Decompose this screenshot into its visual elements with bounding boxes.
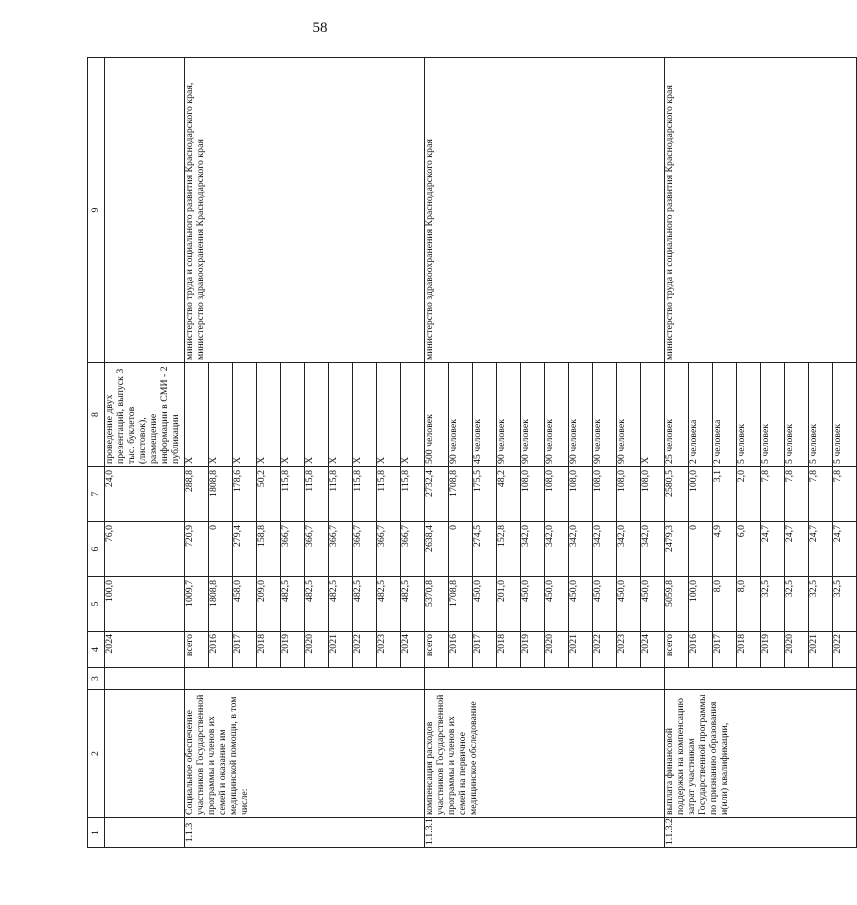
- result-cell: X: [641, 363, 665, 467]
- value-cell: 482,5: [353, 577, 377, 632]
- empty-cell: [665, 668, 857, 690]
- value-cell: 100,0: [689, 577, 713, 632]
- year-cell: всего: [185, 632, 209, 668]
- value-cell: 2479,3: [665, 522, 689, 577]
- result-cell: 90 человек: [617, 363, 641, 467]
- value-cell: 366,7: [377, 522, 401, 577]
- value-cell: 8,0: [713, 577, 737, 632]
- table-row: [425, 58, 449, 848]
- header-cell: 6: [88, 522, 105, 577]
- year-cell: 2021: [809, 632, 833, 668]
- year-cell: 2020: [545, 632, 569, 668]
- header-cell: 9: [88, 58, 105, 363]
- value-cell: 115,8: [329, 467, 353, 522]
- year-cell: 2017: [713, 632, 737, 668]
- value-cell: 201,0: [497, 577, 521, 632]
- value-cell: 108,0: [617, 467, 641, 522]
- result-cell: 90 человек: [521, 363, 545, 467]
- value-cell: 342,0: [593, 522, 617, 577]
- item-name-cell: компенсация расходов участников Государственной программы и членов их семей на первичное медицинское обследование: [425, 690, 665, 818]
- year-cell: 2017: [473, 632, 497, 668]
- result-cell: 45 человек: [473, 363, 497, 467]
- result-cell: 90 человек: [449, 363, 473, 467]
- header-cell: 8: [88, 363, 105, 467]
- value-cell: 115,8: [305, 467, 329, 522]
- result-cell: 5 человек: [809, 363, 833, 467]
- value-cell: 366,7: [305, 522, 329, 577]
- value-cell: 0: [689, 522, 713, 577]
- year-cell: всего: [665, 632, 689, 668]
- result-cell: 90 человек: [593, 363, 617, 467]
- year-cell: 2022: [833, 632, 857, 668]
- year-cell: 2022: [353, 632, 377, 668]
- result-cell: 5 человек: [785, 363, 809, 467]
- table-body: [88, 58, 857, 848]
- result-cell: 5 человек: [737, 363, 761, 467]
- result-cell: 90 человек: [497, 363, 521, 467]
- value-cell: 108,0: [569, 467, 593, 522]
- result-cell: X: [401, 363, 425, 467]
- value-cell: 115,8: [353, 467, 377, 522]
- year-cell: 2016: [689, 632, 713, 668]
- value-cell: 482,5: [401, 577, 425, 632]
- year-cell: 2024: [641, 632, 665, 668]
- value-cell: 450,0: [641, 577, 665, 632]
- value-cell: 24,7: [809, 522, 833, 577]
- value-cell: 32,5: [761, 577, 785, 632]
- value-cell: 3,1: [713, 467, 737, 522]
- result-cell: X: [377, 363, 401, 467]
- result-cell: X: [353, 363, 377, 467]
- value-cell: 450,0: [593, 577, 617, 632]
- year-cell: 2018: [737, 632, 761, 668]
- value-cell: 366,7: [329, 522, 353, 577]
- value-cell: 1808,8: [209, 577, 233, 632]
- value-cell: 458,0: [233, 577, 257, 632]
- header-cell: 3: [88, 668, 105, 690]
- value-cell: 450,0: [521, 577, 545, 632]
- year-cell: 2017: [233, 632, 257, 668]
- value-cell: 450,0: [617, 577, 641, 632]
- header-cell: 4: [88, 632, 105, 668]
- value-cell: 450,0: [545, 577, 569, 632]
- value-cell: 100,0: [689, 467, 713, 522]
- item-name-cell: Социальное обеспечение участников Государственной программы и членов их семей и оказание им медицинской помощи, в том числе:: [185, 690, 425, 818]
- year-cell: 2019: [521, 632, 545, 668]
- year-cell: 2016: [449, 632, 473, 668]
- value-cell: 274,5: [473, 522, 497, 577]
- value-cell: 4,9: [713, 522, 737, 577]
- value-cell: 108,0: [521, 467, 545, 522]
- year-cell: 2021: [329, 632, 353, 668]
- responsible-cell: министерство труда и социального развития Краснодарского края: [665, 58, 857, 363]
- value-cell: 1808,8: [209, 467, 233, 522]
- item-name-cell: выплата финансовой поддержки на компенсацию затрат участникам Государственной программы по признанию образования и(или) квалификации,: [665, 690, 857, 818]
- result-cell: 5 человек: [761, 363, 785, 467]
- value-cell: 720,9: [185, 522, 209, 577]
- result-cell: 90 человек: [569, 363, 593, 467]
- cell: [105, 668, 185, 690]
- value-cell: 115,8: [377, 467, 401, 522]
- result-cell: X: [185, 363, 209, 467]
- value-cell: 32,5: [809, 577, 833, 632]
- value-cell: 366,7: [281, 522, 305, 577]
- value-cell: 1009,7: [185, 577, 209, 632]
- result-cell: X: [233, 363, 257, 467]
- continuation-row: [105, 58, 185, 848]
- header-cell: 1: [88, 818, 105, 848]
- cell: [105, 58, 185, 363]
- responsible-cell: министерство здравоохранения Краснодарского края: [425, 58, 665, 363]
- responsible-cell: министерство труда и социального развития Краснодарского края, министерство здравоохранения Краснодарского края: [185, 58, 425, 363]
- value-cell: 48,2: [497, 467, 521, 522]
- cell: [105, 690, 185, 818]
- result-cell: 500 человек: [425, 363, 449, 467]
- header-cell: 7: [88, 467, 105, 522]
- value-cell: 2638,4: [425, 522, 449, 577]
- value-cell: 152,8: [497, 522, 521, 577]
- value-cell: 2,0: [737, 467, 761, 522]
- year-cell: 2016: [209, 632, 233, 668]
- value-cell: 115,8: [401, 467, 425, 522]
- table-wrapper: [87, 58, 843, 848]
- value-cell: 1708,8: [449, 467, 473, 522]
- year-cell: 2020: [305, 632, 329, 668]
- result-cell: 2 человека: [713, 363, 737, 467]
- year-cell: всего: [425, 632, 449, 668]
- value-cell: 342,0: [569, 522, 593, 577]
- value-cell: 115,8: [281, 467, 305, 522]
- rotated-table-area: [87, 58, 843, 848]
- value-cell: 2580,5: [665, 467, 689, 522]
- year-cell: 2019: [761, 632, 785, 668]
- value-cell: 450,0: [473, 577, 497, 632]
- value-cell: 7,8: [785, 467, 809, 522]
- item-code-cell: 1.1.3.1: [425, 818, 665, 848]
- result-cell: X: [209, 363, 233, 467]
- item-code-cell: 1.1.3.2: [665, 818, 857, 848]
- value-cell: 0: [209, 522, 233, 577]
- result-cell: X: [257, 363, 281, 467]
- value-cell: 482,5: [305, 577, 329, 632]
- year-cell: 2024: [401, 632, 425, 668]
- result-cell: X: [329, 363, 353, 467]
- value-cell: 76,0: [105, 522, 185, 577]
- value-cell: 2732,4: [425, 467, 449, 522]
- item-code-cell: 1.1.3: [185, 818, 425, 848]
- value-cell: 288,8: [185, 467, 209, 522]
- year-cell: 2018: [497, 632, 521, 668]
- result-cell: X: [305, 363, 329, 467]
- header-cell: 5: [88, 577, 105, 632]
- value-cell: 482,5: [329, 577, 353, 632]
- value-cell: 342,0: [617, 522, 641, 577]
- value-cell: 342,0: [641, 522, 665, 577]
- value-cell: 8,0: [737, 577, 761, 632]
- value-cell: 175,5: [473, 467, 497, 522]
- year-cell: 2018: [257, 632, 281, 668]
- value-cell: 32,5: [785, 577, 809, 632]
- result-cell: 2 человека: [689, 363, 713, 467]
- value-cell: 366,7: [353, 522, 377, 577]
- value-cell: 158,8: [257, 522, 281, 577]
- year-cell: 2022: [593, 632, 617, 668]
- value-cell: 7,8: [761, 467, 785, 522]
- value-cell: 7,8: [833, 467, 857, 522]
- result-cell: проведение двух презентаций, выпуск 3 тыс. буклетов (листовок), размещение информации в СМИ - 2 публикации: [105, 363, 185, 467]
- value-cell: 5370,8: [425, 577, 449, 632]
- value-cell: 482,5: [281, 577, 305, 632]
- value-cell: 7,8: [809, 467, 833, 522]
- value-cell: 482,5: [377, 577, 401, 632]
- year-cell: 2023: [617, 632, 641, 668]
- value-cell: 108,0: [593, 467, 617, 522]
- value-cell: 209,0: [257, 577, 281, 632]
- value-cell: 24,0: [105, 467, 185, 522]
- page-number: 58: [312, 20, 328, 36]
- value-cell: 50,2: [257, 467, 281, 522]
- value-cell: 178,6: [233, 467, 257, 522]
- value-cell: 24,7: [761, 522, 785, 577]
- empty-cell: [185, 668, 425, 690]
- cell: [105, 818, 185, 848]
- value-cell: 32,5: [833, 577, 857, 632]
- year-cell: 2019: [281, 632, 305, 668]
- value-cell: 100,0: [105, 577, 185, 632]
- year-cell: 2020: [785, 632, 809, 668]
- empty-cell: [425, 668, 665, 690]
- value-cell: 1708,8: [449, 577, 473, 632]
- value-cell: 366,7: [401, 522, 425, 577]
- value-cell: 108,0: [641, 467, 665, 522]
- value-cell: 0: [449, 522, 473, 577]
- value-cell: 5059,8: [665, 577, 689, 632]
- result-cell: X: [281, 363, 305, 467]
- year-cell: 2023: [377, 632, 401, 668]
- value-cell: 6,0: [737, 522, 761, 577]
- program-measures-table: [87, 57, 857, 848]
- result-cell: 5 человек: [833, 363, 857, 467]
- value-cell: 450,0: [569, 577, 593, 632]
- column-number-row: [88, 58, 105, 848]
- value-cell: 279,4: [233, 522, 257, 577]
- table-row: [665, 58, 689, 848]
- value-cell: 24,7: [833, 522, 857, 577]
- value-cell: 342,0: [521, 522, 545, 577]
- header-cell: 2: [88, 690, 105, 818]
- value-cell: 342,0: [545, 522, 569, 577]
- result-cell: 25 человек: [665, 363, 689, 467]
- year-cell: 2021: [569, 632, 593, 668]
- table-row: [185, 58, 209, 848]
- year-cell: 2024: [105, 632, 185, 668]
- result-cell: 90 человек: [545, 363, 569, 467]
- value-cell: 108,0: [545, 467, 569, 522]
- value-cell: 24,7: [785, 522, 809, 577]
